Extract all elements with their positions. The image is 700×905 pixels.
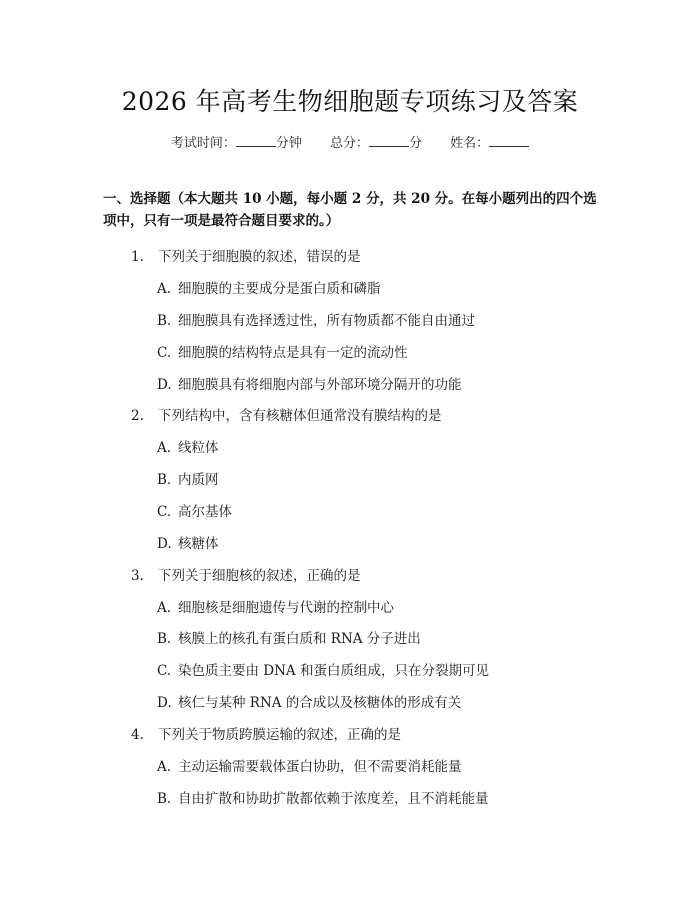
option-letter: A.	[157, 600, 172, 616]
total-score-field	[330, 132, 422, 151]
option-letter: B.	[157, 791, 172, 807]
option-text: 核仁与某种 RNA 的合成以及核糖体的形成有关	[178, 695, 462, 711]
option-text: 细胞核是细胞遗传与代谢的控制中心	[178, 600, 394, 616]
option-text: 主动运输需要载体蛋白协助，但不需要消耗能量	[178, 759, 462, 775]
question-stem: 下列关于物质跨膜运输的叙述，正确的是	[158, 727, 401, 743]
name-blank[interactable]	[489, 134, 529, 147]
question-1-option-b[interactable]	[157, 309, 475, 329]
option-text: 自由扩散和协助扩散都依赖于浓度差，且不消耗能量	[178, 791, 489, 807]
option-text: 细胞膜的结构特点是具有一定的流动性	[178, 345, 408, 361]
option-letter: B.	[157, 472, 172, 488]
option-text: 内质网	[178, 472, 219, 488]
total-score-label: 总分：	[329, 136, 369, 151]
option-letter: C.	[157, 504, 172, 520]
question-1	[131, 245, 361, 265]
question-3-option-a[interactable]	[157, 596, 394, 616]
question-number: 2.	[131, 408, 144, 424]
question-number: 1.	[131, 249, 144, 265]
question-3-option-d[interactable]	[157, 691, 461, 711]
question-2-option-b[interactable]	[157, 468, 219, 488]
question-number: 4.	[131, 727, 144, 743]
option-letter: A.	[157, 440, 172, 456]
option-letter: D.	[157, 536, 172, 552]
option-text: 线粒体	[178, 440, 219, 456]
option-letter: B.	[157, 313, 172, 329]
option-letter: D.	[157, 377, 172, 393]
option-text: 高尔基体	[178, 504, 232, 520]
question-3-option-c[interactable]	[157, 659, 489, 679]
total-score-unit: 分	[409, 136, 423, 151]
name-field	[450, 132, 529, 151]
question-2-option-c[interactable]	[157, 500, 232, 520]
option-letter: A.	[157, 281, 172, 297]
question-2-option-d[interactable]	[157, 532, 219, 552]
question-1-option-d[interactable]	[157, 373, 462, 393]
option-letter: C.	[157, 663, 172, 679]
exam-info-bar	[0, 132, 700, 151]
question-number: 3.	[131, 568, 144, 584]
question-4-option-b[interactable]	[157, 787, 489, 807]
option-letter: A.	[157, 759, 172, 775]
question-stem: 下列关于细胞核的叙述，正确的是	[158, 568, 361, 584]
question-4	[131, 723, 401, 743]
option-text: 细胞膜的主要成分是蛋白质和磷脂	[178, 281, 381, 297]
question-stem: 下列关于细胞膜的叙述，错误的是	[158, 249, 361, 265]
total-score-blank[interactable]	[369, 134, 409, 147]
question-3	[131, 564, 361, 584]
question-stem: 下列结构中，含有核糖体但通常没有膜结构的是	[158, 408, 442, 424]
exam-time-label: 考试时间：	[170, 136, 236, 151]
section-heading: 一、选择题（本大题共 10 小题，每小题 2 分，共 20 分。在每小题列出的四个选项中，只有一项是最符合题目要求的。）	[103, 191, 597, 229]
option-text: 染色质主要由 DNA 和蛋白质组成，只在分裂期可见	[178, 663, 489, 679]
option-text: 核膜上的核孔有蛋白质和 RNA 分子进出	[178, 631, 421, 647]
page-title: 2026 年高考生物细胞题专项练习及答案	[121, 87, 579, 116]
option-letter: C.	[157, 345, 172, 361]
question-1-option-a[interactable]	[157, 277, 381, 297]
question-2-option-a[interactable]	[157, 436, 219, 456]
question-4-option-a[interactable]	[157, 755, 462, 775]
question-1-option-c[interactable]	[157, 341, 408, 361]
name-label: 姓名：	[450, 136, 490, 151]
option-letter: D.	[157, 695, 172, 711]
exam-time-field	[171, 132, 302, 151]
option-text: 细胞膜具有将细胞内部与外部环境分隔开的功能	[178, 377, 462, 393]
option-text: 细胞膜具有选择透过性，所有物质都不能自由通过	[178, 313, 475, 329]
question-2	[131, 404, 442, 424]
exam-time-blank[interactable]	[236, 134, 276, 147]
question-3-option-b[interactable]	[157, 627, 421, 647]
option-letter: B.	[157, 631, 172, 647]
exam-time-unit: 分钟	[275, 136, 302, 151]
option-text: 核糖体	[178, 536, 219, 552]
